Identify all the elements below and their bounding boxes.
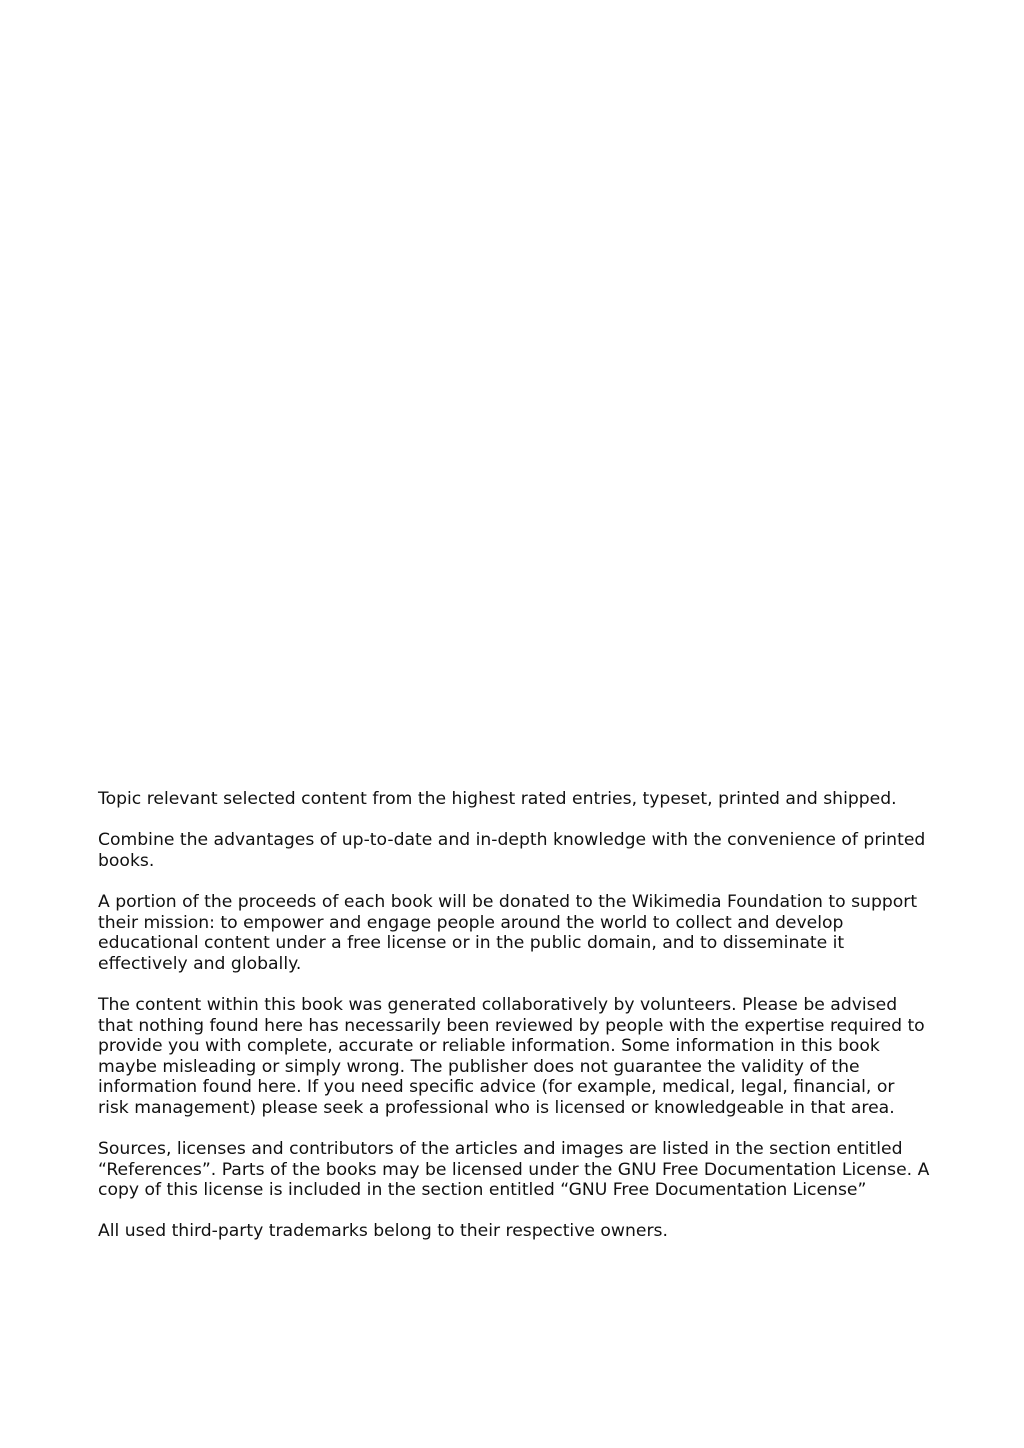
paragraph-wikimedia-donation: A portion of the proceeds of each book will be donated to the Wikimedia Foundation to support their mission: to empower and engage people around the world to collect and develop educational content under a free license or in the public domain, and to disseminate it effectively and globally. — [98, 891, 918, 974]
paragraph-content-selection: Topic relevant selected content from the highest rated entries, typeset, printed and shipped. — [98, 789, 897, 809]
disclaimer-text-block — [98, 789, 930, 1242]
paragraph-volunteer-disclaimer: The content within this book was generated collaboratively by volunteers. Please be advised that nothing found here has necessarily been reviewed by people with the expertise required to provide you with complete, accurate or reliable information. Some information in this book maybe misleading or simply wrong. The publisher does not guarantee the validity of the information found here. If you need specific advice (for example, medical, legal, financial, or risk management) please seek a professional who is licensed or knowledgeable in that area. — [98, 994, 925, 1118]
paragraph-trademarks: All used third-party trademarks belong to their respective owners. — [98, 1221, 668, 1242]
paragraph-advantages: Combine the advantages of up-to-date and in-depth knowledge with the convenience of printed books. — [98, 830, 926, 871]
paragraph-sources-licenses: Sources, licenses and contributors of the articles and images are listed in the section entitled “References”. Parts of the books may be licensed under the GNU Free Documentation License. A copy of this license is included in the section entitled “GNU Free Documentation License” — [98, 1139, 930, 1201]
